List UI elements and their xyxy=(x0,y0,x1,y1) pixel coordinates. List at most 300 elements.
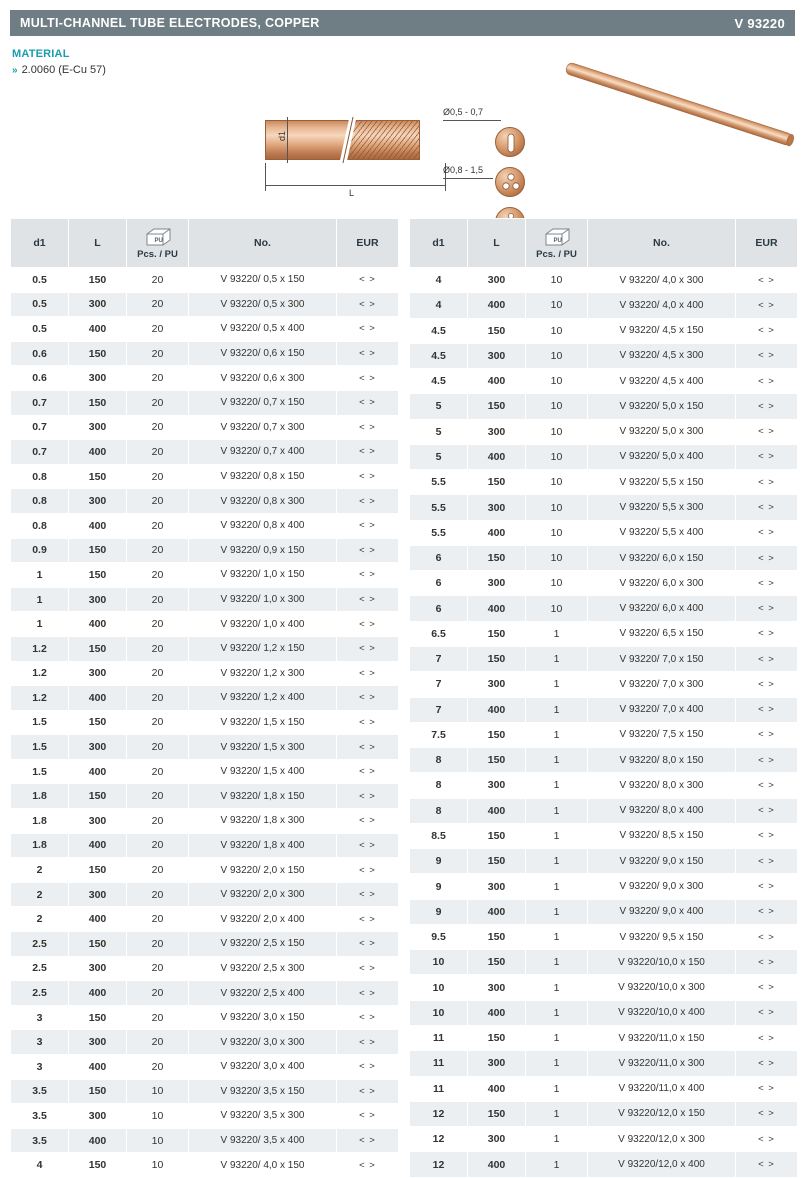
cell-pu: 20 xyxy=(127,538,189,563)
cell-eur[interactable]: < > xyxy=(736,924,798,949)
cell-length: 150 xyxy=(69,636,127,661)
product-code: V 93220 xyxy=(734,15,785,31)
cell-number: V 93220/ 1,2 x 300 xyxy=(189,661,337,686)
package-box-icon xyxy=(143,227,173,247)
table-row xyxy=(11,612,399,637)
cell-eur[interactable]: < > xyxy=(736,268,798,293)
cell-eur[interactable]: < > xyxy=(337,1128,399,1153)
cell-eur[interactable]: < > xyxy=(337,390,399,415)
cell-d1: 3 xyxy=(11,1005,69,1030)
cell-eur[interactable]: < > xyxy=(337,317,399,342)
cell-length: 150 xyxy=(69,390,127,415)
cell-d1: 5.5 xyxy=(410,470,468,495)
cell-length: 150 xyxy=(468,318,526,343)
cell-d1: 0.9 xyxy=(11,538,69,563)
cell-length: 150 xyxy=(69,341,127,366)
cell-eur[interactable]: < > xyxy=(337,1079,399,1104)
cell-eur[interactable]: < > xyxy=(337,932,399,957)
table-row xyxy=(11,735,399,760)
cell-d1: 10 xyxy=(410,950,468,975)
cell-number: V 93220/ 9,5 x 150 xyxy=(588,924,736,949)
cell-pu: 1 xyxy=(526,874,588,899)
cell-d1: 0.6 xyxy=(11,366,69,391)
cell-d1: 4 xyxy=(410,293,468,318)
cell-length: 150 xyxy=(468,1101,526,1126)
cell-number: V 93220/ 8,5 x 150 xyxy=(588,823,736,848)
cell-number: V 93220/12,0 x 150 xyxy=(588,1101,736,1126)
cell-d1: 11 xyxy=(410,1076,468,1101)
cell-pu: 1 xyxy=(526,798,588,823)
cell-d1: 7 xyxy=(410,646,468,671)
cell-d1: 6 xyxy=(410,545,468,570)
cell-eur[interactable]: < > xyxy=(736,950,798,975)
material-heading: MATERIAL xyxy=(12,48,70,60)
cell-pu: 20 xyxy=(127,612,189,637)
table-row xyxy=(11,366,399,391)
cell-d1: 8 xyxy=(410,748,468,773)
table-row xyxy=(11,858,399,883)
cell-eur[interactable]: < > xyxy=(337,686,399,711)
cell-number: V 93220/ 1,5 x 300 xyxy=(189,735,337,760)
cell-eur[interactable]: < > xyxy=(736,520,798,545)
cell-number: V 93220/ 1,5 x 400 xyxy=(189,759,337,784)
cell-eur[interactable]: < > xyxy=(337,440,399,465)
cell-pu: 10 xyxy=(526,596,588,621)
cell-length: 150 xyxy=(468,748,526,773)
cell-d1: 4 xyxy=(410,268,468,293)
cell-length: 300 xyxy=(69,1030,127,1055)
cell-eur[interactable]: < > xyxy=(337,1055,399,1080)
cell-pu: 10 xyxy=(127,1153,189,1178)
cell-number: V 93220/12,0 x 300 xyxy=(588,1127,736,1152)
cell-eur[interactable]: < > xyxy=(337,907,399,932)
cell-length: 150 xyxy=(468,394,526,419)
copper-rod-photo xyxy=(555,59,803,149)
cell-eur[interactable]: < > xyxy=(736,419,798,444)
cell-pu: 20 xyxy=(127,636,189,661)
table-row xyxy=(410,1152,798,1178)
cell-length: 400 xyxy=(468,369,526,394)
page-header xyxy=(10,10,795,36)
cell-d1: 5 xyxy=(410,419,468,444)
cell-eur[interactable]: < > xyxy=(337,735,399,760)
table-row xyxy=(410,268,798,293)
cell-number: V 93220/ 1,2 x 400 xyxy=(189,686,337,711)
table-row xyxy=(11,1079,399,1104)
cell-length: 400 xyxy=(69,686,127,711)
cell-pu: 20 xyxy=(127,1005,189,1030)
cell-eur[interactable]: < > xyxy=(736,293,798,318)
cell-d1: 1 xyxy=(11,587,69,612)
cell-number: V 93220/ 8,0 x 400 xyxy=(588,798,736,823)
cell-number: V 93220/ 0,8 x 150 xyxy=(189,464,337,489)
cell-eur[interactable]: < > xyxy=(337,1005,399,1030)
cell-d1: 7 xyxy=(410,697,468,722)
cell-length: 300 xyxy=(468,495,526,520)
cell-number: V 93220/ 2,0 x 150 xyxy=(189,858,337,883)
cell-d1: 1.2 xyxy=(11,636,69,661)
cell-length: 400 xyxy=(468,1000,526,1025)
cell-eur[interactable]: < > xyxy=(736,798,798,823)
cell-length: 300 xyxy=(69,415,127,440)
cell-pu: 20 xyxy=(127,735,189,760)
cell-number: V 93220/ 3,0 x 150 xyxy=(189,1005,337,1030)
cell-pu: 1 xyxy=(526,697,588,722)
cell-length: 400 xyxy=(69,440,127,465)
cell-length: 400 xyxy=(69,759,127,784)
cell-eur[interactable]: < > xyxy=(736,545,798,570)
cell-number: V 93220/ 7,5 x 150 xyxy=(588,722,736,747)
cell-d1: 0.8 xyxy=(11,489,69,514)
cell-eur[interactable]: < > xyxy=(337,268,399,293)
cell-d1: 0.7 xyxy=(11,415,69,440)
cell-eur[interactable]: < > xyxy=(337,513,399,538)
cell-length: 300 xyxy=(69,366,127,391)
cell-pu: 1 xyxy=(526,1000,588,1025)
cell-number: V 93220/ 0,9 x 150 xyxy=(189,538,337,563)
cell-eur[interactable]: < > xyxy=(337,981,399,1006)
cell-eur[interactable]: < > xyxy=(736,1076,798,1101)
cell-d1: 11 xyxy=(410,1051,468,1076)
cell-number: V 93220/ 3,5 x 400 xyxy=(189,1128,337,1153)
cell-d1: 7 xyxy=(410,672,468,697)
cell-d1: 3 xyxy=(11,1055,69,1080)
table-row xyxy=(11,341,399,366)
cell-number: V 93220/ 6,5 x 150 xyxy=(588,621,736,646)
cross-section-2-icon xyxy=(495,167,525,197)
length-dimension-label: L xyxy=(349,188,355,198)
cell-d1: 1 xyxy=(11,563,69,588)
cell-eur[interactable]: < > xyxy=(736,318,798,343)
cell-d1: 0.5 xyxy=(11,292,69,317)
cell-number: V 93220/ 1,8 x 300 xyxy=(189,809,337,834)
table-row xyxy=(11,317,399,342)
cell-eur[interactable]: < > xyxy=(736,1051,798,1076)
col-header-eur: EUR xyxy=(736,219,798,268)
length-dimension-line xyxy=(265,185,445,186)
cell-pu: 10 xyxy=(526,571,588,596)
cell-eur[interactable]: < > xyxy=(337,636,399,661)
cell-number: V 93220/10,0 x 150 xyxy=(588,950,736,975)
table-row xyxy=(11,292,399,317)
cell-length: 400 xyxy=(468,596,526,621)
cell-number: V 93220/ 3,5 x 300 xyxy=(189,1104,337,1129)
table-row xyxy=(11,1104,399,1129)
cell-pu: 20 xyxy=(127,489,189,514)
table-row xyxy=(11,1030,399,1055)
cell-eur[interactable]: < > xyxy=(337,833,399,858)
cell-length: 300 xyxy=(69,292,127,317)
cell-eur[interactable]: < > xyxy=(337,563,399,588)
cell-number: V 93220/ 9,0 x 150 xyxy=(588,849,736,874)
cell-pu: 10 xyxy=(526,343,588,368)
cell-eur[interactable]: < > xyxy=(337,292,399,317)
cell-eur[interactable]: < > xyxy=(736,571,798,596)
cell-eur[interactable]: < > xyxy=(736,697,798,722)
cell-number: V 93220/ 0,7 x 300 xyxy=(189,415,337,440)
cell-length: 300 xyxy=(468,1051,526,1076)
cell-eur[interactable]: < > xyxy=(736,444,798,469)
length-tick-left xyxy=(265,163,266,191)
cell-length: 400 xyxy=(468,1152,526,1178)
table-row xyxy=(410,444,798,469)
cell-d1: 5.5 xyxy=(410,495,468,520)
cell-number: V 93220/ 2,0 x 400 xyxy=(189,907,337,932)
cell-length: 300 xyxy=(468,571,526,596)
table-row xyxy=(410,975,798,1000)
cell-eur[interactable]: < > xyxy=(736,394,798,419)
cell-pu: 1 xyxy=(526,773,588,798)
cell-number: V 93220/ 7,0 x 300 xyxy=(588,672,736,697)
cell-eur[interactable]: < > xyxy=(736,773,798,798)
cell-length: 150 xyxy=(69,538,127,563)
cell-pu: 20 xyxy=(127,317,189,342)
cell-eur[interactable]: < > xyxy=(337,956,399,981)
table-row xyxy=(410,545,798,570)
cell-pu: 20 xyxy=(127,981,189,1006)
col-header-d1: d1 xyxy=(11,219,69,268)
cell-number: V 93220/ 0,6 x 300 xyxy=(189,366,337,391)
cell-length: 150 xyxy=(468,1025,526,1050)
cell-eur[interactable]: < > xyxy=(736,874,798,899)
table-row xyxy=(410,646,798,671)
cell-eur[interactable]: < > xyxy=(736,1025,798,1050)
cell-pu: 20 xyxy=(127,956,189,981)
cell-d1: 0.5 xyxy=(11,268,69,293)
cell-length: 300 xyxy=(69,809,127,834)
cell-length: 400 xyxy=(69,833,127,858)
cell-d1: 12 xyxy=(410,1101,468,1126)
cell-number: V 93220/ 8,0 x 300 xyxy=(588,773,736,798)
cell-d1: 1.8 xyxy=(11,809,69,834)
cell-eur[interactable]: < > xyxy=(736,849,798,874)
cell-eur[interactable]: < > xyxy=(736,1000,798,1025)
cell-d1: 4.5 xyxy=(410,343,468,368)
table-row xyxy=(11,759,399,784)
cell-eur[interactable]: < > xyxy=(736,823,798,848)
table-row xyxy=(410,1127,798,1152)
table-row xyxy=(410,596,798,621)
cell-eur[interactable]: < > xyxy=(736,722,798,747)
cell-length: 150 xyxy=(468,470,526,495)
cell-eur[interactable]: < > xyxy=(337,587,399,612)
cell-length: 150 xyxy=(69,858,127,883)
cell-pu: 20 xyxy=(127,415,189,440)
cell-pu: 1 xyxy=(526,1127,588,1152)
material-item xyxy=(12,64,262,76)
cell-eur[interactable]: < > xyxy=(736,596,798,621)
table-row xyxy=(410,1076,798,1101)
cell-pu: 20 xyxy=(127,440,189,465)
cell-eur[interactable]: < > xyxy=(736,899,798,924)
cell-d1: 3.5 xyxy=(11,1104,69,1129)
cell-number: V 93220/ 4,5 x 300 xyxy=(588,343,736,368)
cell-pu: 20 xyxy=(127,464,189,489)
table-row xyxy=(11,882,399,907)
table-row xyxy=(11,636,399,661)
cell-eur[interactable]: < > xyxy=(736,369,798,394)
cell-number: V 93220/ 1,0 x 300 xyxy=(189,587,337,612)
cell-pu: 1 xyxy=(526,1152,588,1178)
cell-eur[interactable]: < > xyxy=(736,975,798,1000)
cell-eur[interactable]: < > xyxy=(337,366,399,391)
table-row xyxy=(11,1005,399,1030)
cell-eur[interactable]: < > xyxy=(337,882,399,907)
cell-number: V 93220/ 7,0 x 400 xyxy=(588,697,736,722)
cell-number: V 93220/ 4,0 x 150 xyxy=(189,1153,337,1178)
table-row xyxy=(11,489,399,514)
cell-eur[interactable]: < > xyxy=(736,343,798,368)
cell-pu: 20 xyxy=(127,710,189,735)
cell-eur[interactable]: < > xyxy=(337,612,399,637)
cell-eur[interactable]: < > xyxy=(337,489,399,514)
cell-d1: 3.5 xyxy=(11,1128,69,1153)
cell-pu: 20 xyxy=(127,784,189,809)
cell-d1: 6 xyxy=(410,571,468,596)
cell-number: V 93220/ 1,2 x 150 xyxy=(189,636,337,661)
cell-pu: 20 xyxy=(127,932,189,957)
cell-d1: 8 xyxy=(410,798,468,823)
cell-eur[interactable]: < > xyxy=(736,1152,798,1178)
col-header-length: L xyxy=(468,219,526,268)
cell-eur[interactable]: < > xyxy=(337,341,399,366)
table-row xyxy=(11,513,399,538)
cell-eur[interactable]: < > xyxy=(337,710,399,735)
cell-number: V 93220/ 2,5 x 150 xyxy=(189,932,337,957)
cell-eur[interactable]: < > xyxy=(736,495,798,520)
cell-eur[interactable]: < > xyxy=(337,1030,399,1055)
cell-d1: 1.2 xyxy=(11,686,69,711)
cell-pu: 1 xyxy=(526,722,588,747)
table-row xyxy=(410,748,798,773)
cell-length: 150 xyxy=(468,646,526,671)
cell-pu: 10 xyxy=(526,419,588,444)
cell-number: V 93220/ 5,5 x 150 xyxy=(588,470,736,495)
cell-length: 400 xyxy=(468,798,526,823)
table-row xyxy=(410,318,798,343)
cell-number: V 93220/ 0,5 x 400 xyxy=(189,317,337,342)
cell-eur[interactable]: < > xyxy=(337,1104,399,1129)
cell-d1: 10 xyxy=(410,1000,468,1025)
table-row xyxy=(11,833,399,858)
table-row xyxy=(410,621,798,646)
svg-text:PU: PU xyxy=(154,237,163,244)
cell-d1: 2.5 xyxy=(11,956,69,981)
cell-d1: 5 xyxy=(410,444,468,469)
cell-eur[interactable]: < > xyxy=(337,661,399,686)
table-row xyxy=(410,798,798,823)
cell-length: 300 xyxy=(69,587,127,612)
table-row xyxy=(11,710,399,735)
cell-pu: 1 xyxy=(526,672,588,697)
col-header-number: No. xyxy=(189,219,337,268)
table-row xyxy=(410,773,798,798)
cell-d1: 2 xyxy=(11,907,69,932)
cell-length: 400 xyxy=(69,1055,127,1080)
cell-number: V 93220/ 2,5 x 400 xyxy=(189,981,337,1006)
svg-text:PU: PU xyxy=(553,237,562,244)
cell-number: V 93220/ 0,7 x 150 xyxy=(189,390,337,415)
cell-eur[interactable]: < > xyxy=(736,621,798,646)
cell-pu: 10 xyxy=(526,394,588,419)
cell-number: V 93220/ 0,8 x 400 xyxy=(189,513,337,538)
cell-number: V 93220/ 3,5 x 150 xyxy=(189,1079,337,1104)
cell-length: 400 xyxy=(468,899,526,924)
cell-d1: 8 xyxy=(410,773,468,798)
cell-eur[interactable]: < > xyxy=(337,784,399,809)
price-table-right-body xyxy=(410,268,798,1178)
cell-d1: 3 xyxy=(11,1030,69,1055)
cell-d1: 1 xyxy=(11,612,69,637)
cell-d1: 0.8 xyxy=(11,464,69,489)
cell-eur[interactable]: < > xyxy=(736,672,798,697)
cell-eur[interactable]: < > xyxy=(337,759,399,784)
cell-eur[interactable]: < > xyxy=(736,1127,798,1152)
price-table-right xyxy=(409,218,798,1178)
cell-eur[interactable]: < > xyxy=(337,1153,399,1178)
table-row xyxy=(410,369,798,394)
price-table-left xyxy=(10,218,399,1178)
cell-d1: 0.5 xyxy=(11,317,69,342)
cell-number: V 93220/ 7,0 x 150 xyxy=(588,646,736,671)
cell-pu: 1 xyxy=(526,1051,588,1076)
cell-pu: 20 xyxy=(127,268,189,293)
cell-pu: 1 xyxy=(526,621,588,646)
cell-d1: 2.5 xyxy=(11,932,69,957)
cell-eur[interactable]: < > xyxy=(736,1101,798,1126)
cell-length: 150 xyxy=(69,932,127,957)
table-row xyxy=(11,538,399,563)
cell-length: 400 xyxy=(69,612,127,637)
cell-eur[interactable]: < > xyxy=(337,538,399,563)
cell-length: 150 xyxy=(468,621,526,646)
table-row xyxy=(11,563,399,588)
cell-pu: 1 xyxy=(526,748,588,773)
cell-eur[interactable]: < > xyxy=(337,809,399,834)
cell-length: 300 xyxy=(468,672,526,697)
cell-pu: 1 xyxy=(526,924,588,949)
cell-length: 150 xyxy=(468,823,526,848)
cell-length: 150 xyxy=(69,1153,127,1178)
cell-eur[interactable]: < > xyxy=(337,858,399,883)
cell-pu: 20 xyxy=(127,1055,189,1080)
cell-number: V 93220/ 9,0 x 300 xyxy=(588,874,736,899)
cell-number: V 93220/ 8,0 x 150 xyxy=(588,748,736,773)
cell-eur[interactable]: < > xyxy=(736,470,798,495)
cell-eur[interactable]: < > xyxy=(736,646,798,671)
col-header-pu xyxy=(127,219,189,268)
cell-number: V 93220/ 5,0 x 300 xyxy=(588,419,736,444)
cell-length: 300 xyxy=(468,419,526,444)
cell-pu: 10 xyxy=(526,444,588,469)
cell-length: 400 xyxy=(69,981,127,1006)
cell-pu: 1 xyxy=(526,1101,588,1126)
cell-d1: 4.5 xyxy=(410,318,468,343)
cell-number: V 93220/ 0,5 x 300 xyxy=(189,292,337,317)
material-block xyxy=(12,48,262,76)
cell-d1: 2 xyxy=(11,858,69,883)
table-row xyxy=(11,464,399,489)
cell-length: 150 xyxy=(69,464,127,489)
page-title: MULTI-CHANNEL TUBE ELECTRODES, COPPER xyxy=(20,16,320,30)
cell-number: V 93220/ 2,0 x 300 xyxy=(189,882,337,907)
cell-eur[interactable]: < > xyxy=(337,464,399,489)
cell-number: V 93220/ 4,5 x 150 xyxy=(588,318,736,343)
cell-number: V 93220/10,0 x 300 xyxy=(588,975,736,1000)
cell-eur[interactable]: < > xyxy=(736,748,798,773)
cell-pu: 1 xyxy=(526,646,588,671)
cell-eur[interactable]: < > xyxy=(337,415,399,440)
